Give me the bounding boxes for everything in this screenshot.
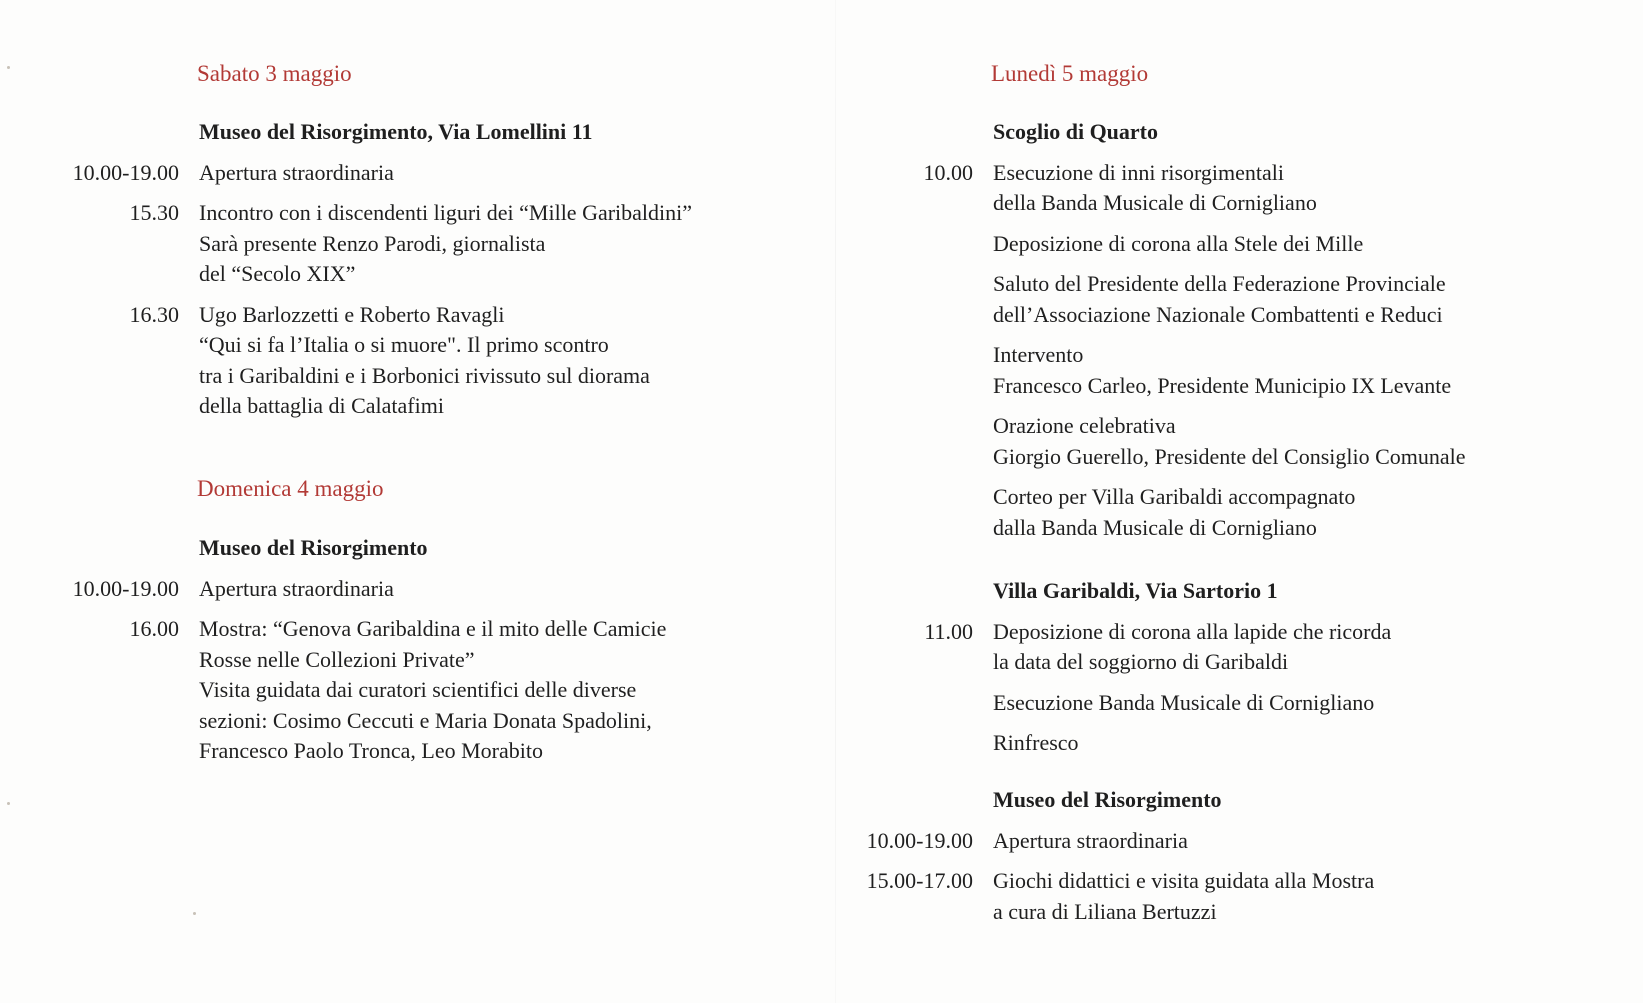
- event-time: 10.00-19.00: [72, 575, 179, 601]
- event-item: [993, 482, 1466, 543]
- event-list: [72, 574, 667, 767]
- event-text-line: Ugo Barlozzetti e Roberto Ravagli: [199, 301, 505, 327]
- paper-speck: [7, 66, 10, 69]
- event-text-line: la data del soggiorno di Garibaldi: [993, 649, 1289, 674]
- section-sunday-museo: [72, 533, 667, 777]
- event-text-line: del “Secolo XIX”: [199, 261, 356, 286]
- event-text-line: Rinfresco: [993, 730, 1079, 755]
- venue-name: Scoglio di Quarto: [993, 119, 1159, 144]
- event-item: [993, 728, 1391, 759]
- event-time: 16.00: [129, 616, 179, 641]
- event-text-line: a cura di Liliana Bertuzzi: [993, 898, 1217, 924]
- event-time: 15.00-17.00: [866, 868, 973, 893]
- venue-name: Villa Garibaldi, Via Sartorio 1: [993, 578, 1278, 603]
- paper-speck: [193, 912, 196, 915]
- event-list: [923, 158, 1466, 544]
- venue-name: Museo del Risorgimento: [993, 787, 1222, 812]
- event-item: [129, 198, 693, 290]
- venue-name: Museo del Risorgimento, Via Lomellini 11: [199, 119, 593, 144]
- event-time: 10.00-19.00: [866, 827, 973, 853]
- event-text-line: Francesco Paolo Tronca, Leo Morabito: [199, 738, 543, 763]
- event-item: [924, 617, 1392, 678]
- event-text-line: Intervento: [993, 342, 1084, 367]
- event-item: [993, 229, 1466, 260]
- event-text-line: tra i Garibaldini e i Borbonici rivissuto sul diorama: [199, 362, 650, 388]
- right-page: [836, 0, 1643, 1003]
- event-text-line: della battaglia di Calatafimi: [199, 393, 444, 418]
- event-item: [866, 866, 1375, 927]
- event-text-line: Visita guidata dai curatori scientifici delle diverse: [199, 677, 637, 702]
- section-monday-quarto: [923, 117, 1466, 553]
- event-item: [72, 574, 666, 605]
- event-item: [993, 688, 1391, 719]
- event-text-line: Francesco Carleo, Presidente Municipio IX Levante: [993, 372, 1452, 398]
- event-item: [129, 614, 667, 767]
- section-monday-museo: [866, 785, 1375, 937]
- event-item: [866, 826, 1374, 857]
- venue-name: Museo del Risorgimento: [199, 535, 428, 560]
- event-item: [993, 269, 1466, 330]
- event-text-line: Incontro con i discendenti liguri dei “Mille Garibaldini”: [199, 200, 693, 225]
- day-heading-monday: Lunedì 5 maggio: [991, 61, 1149, 86]
- event-text-line: Rosse nelle Collezioni Private”: [199, 646, 475, 672]
- event-text-line: Deposizione di corona alla Stele dei Mille: [993, 230, 1364, 256]
- event-item: [993, 340, 1466, 401]
- day-heading-sunday: Domenica 4 maggio: [197, 476, 384, 501]
- event-text-line: Apertura straordinaria: [199, 159, 394, 185]
- event-text-line: Deposizione di corona alla lapide che ricorda: [993, 618, 1392, 644]
- event-item: [923, 158, 1466, 219]
- event-text-line: Apertura straordinaria: [993, 827, 1188, 853]
- day-heading-saturday: Sabato 3 maggio: [197, 61, 352, 86]
- event-text-line: Esecuzione Banda Musicale di Cornigliano: [993, 689, 1375, 715]
- section-saturday-museo: [72, 117, 693, 432]
- event-text-line: Sarà presente Renzo Parodi, giornalista: [199, 230, 546, 256]
- event-time: 10.00: [923, 159, 973, 185]
- event-text-line: Giochi didattici e visita guidata alla Mostra: [993, 868, 1375, 893]
- event-time: 11.00: [924, 618, 973, 644]
- event-text-line: Esecuzione di inni risorgimentali: [993, 159, 1285, 185]
- event-item: [72, 158, 692, 189]
- paper-speck: [7, 802, 10, 805]
- event-text-line: Saluto del Presidente della Federazione Provinciale: [993, 271, 1446, 296]
- event-item: [129, 300, 692, 422]
- event-text-line: dalla Banda Musicale di Cornigliano: [993, 514, 1317, 540]
- event-time: 10.00-19.00: [72, 159, 179, 185]
- event-text-line: Giorgio Guerello, Presidente del Consiglio Comunale: [993, 443, 1466, 469]
- event-item: [993, 411, 1466, 472]
- event-text-line: “Qui si fa l’Italia o si muore". Il primo scontro: [199, 332, 609, 357]
- event-text-line: dell’Associazione Nazionale Combattenti e Reduci: [993, 301, 1443, 327]
- event-text-line: sezioni: Cosimo Ceccuti e Maria Donata Spadolini,: [199, 707, 652, 733]
- event-text-line: Orazione celebrativa: [993, 413, 1176, 438]
- event-time: 16.30: [129, 301, 179, 327]
- event-list: [924, 617, 1392, 759]
- event-list: [72, 158, 693, 422]
- event-time: 15.30: [129, 200, 179, 225]
- event-text-line: Mostra: “Genova Garibaldina e il mito delle Camicie: [199, 616, 667, 641]
- event-text-line: della Banda Musicale di Cornigliano: [993, 190, 1317, 215]
- event-text-line: Corteo per Villa Garibaldi accompagnato: [993, 484, 1356, 509]
- event-text-line: Apertura straordinaria: [199, 575, 394, 601]
- event-list: [866, 826, 1375, 928]
- section-monday-villa: [924, 576, 1392, 769]
